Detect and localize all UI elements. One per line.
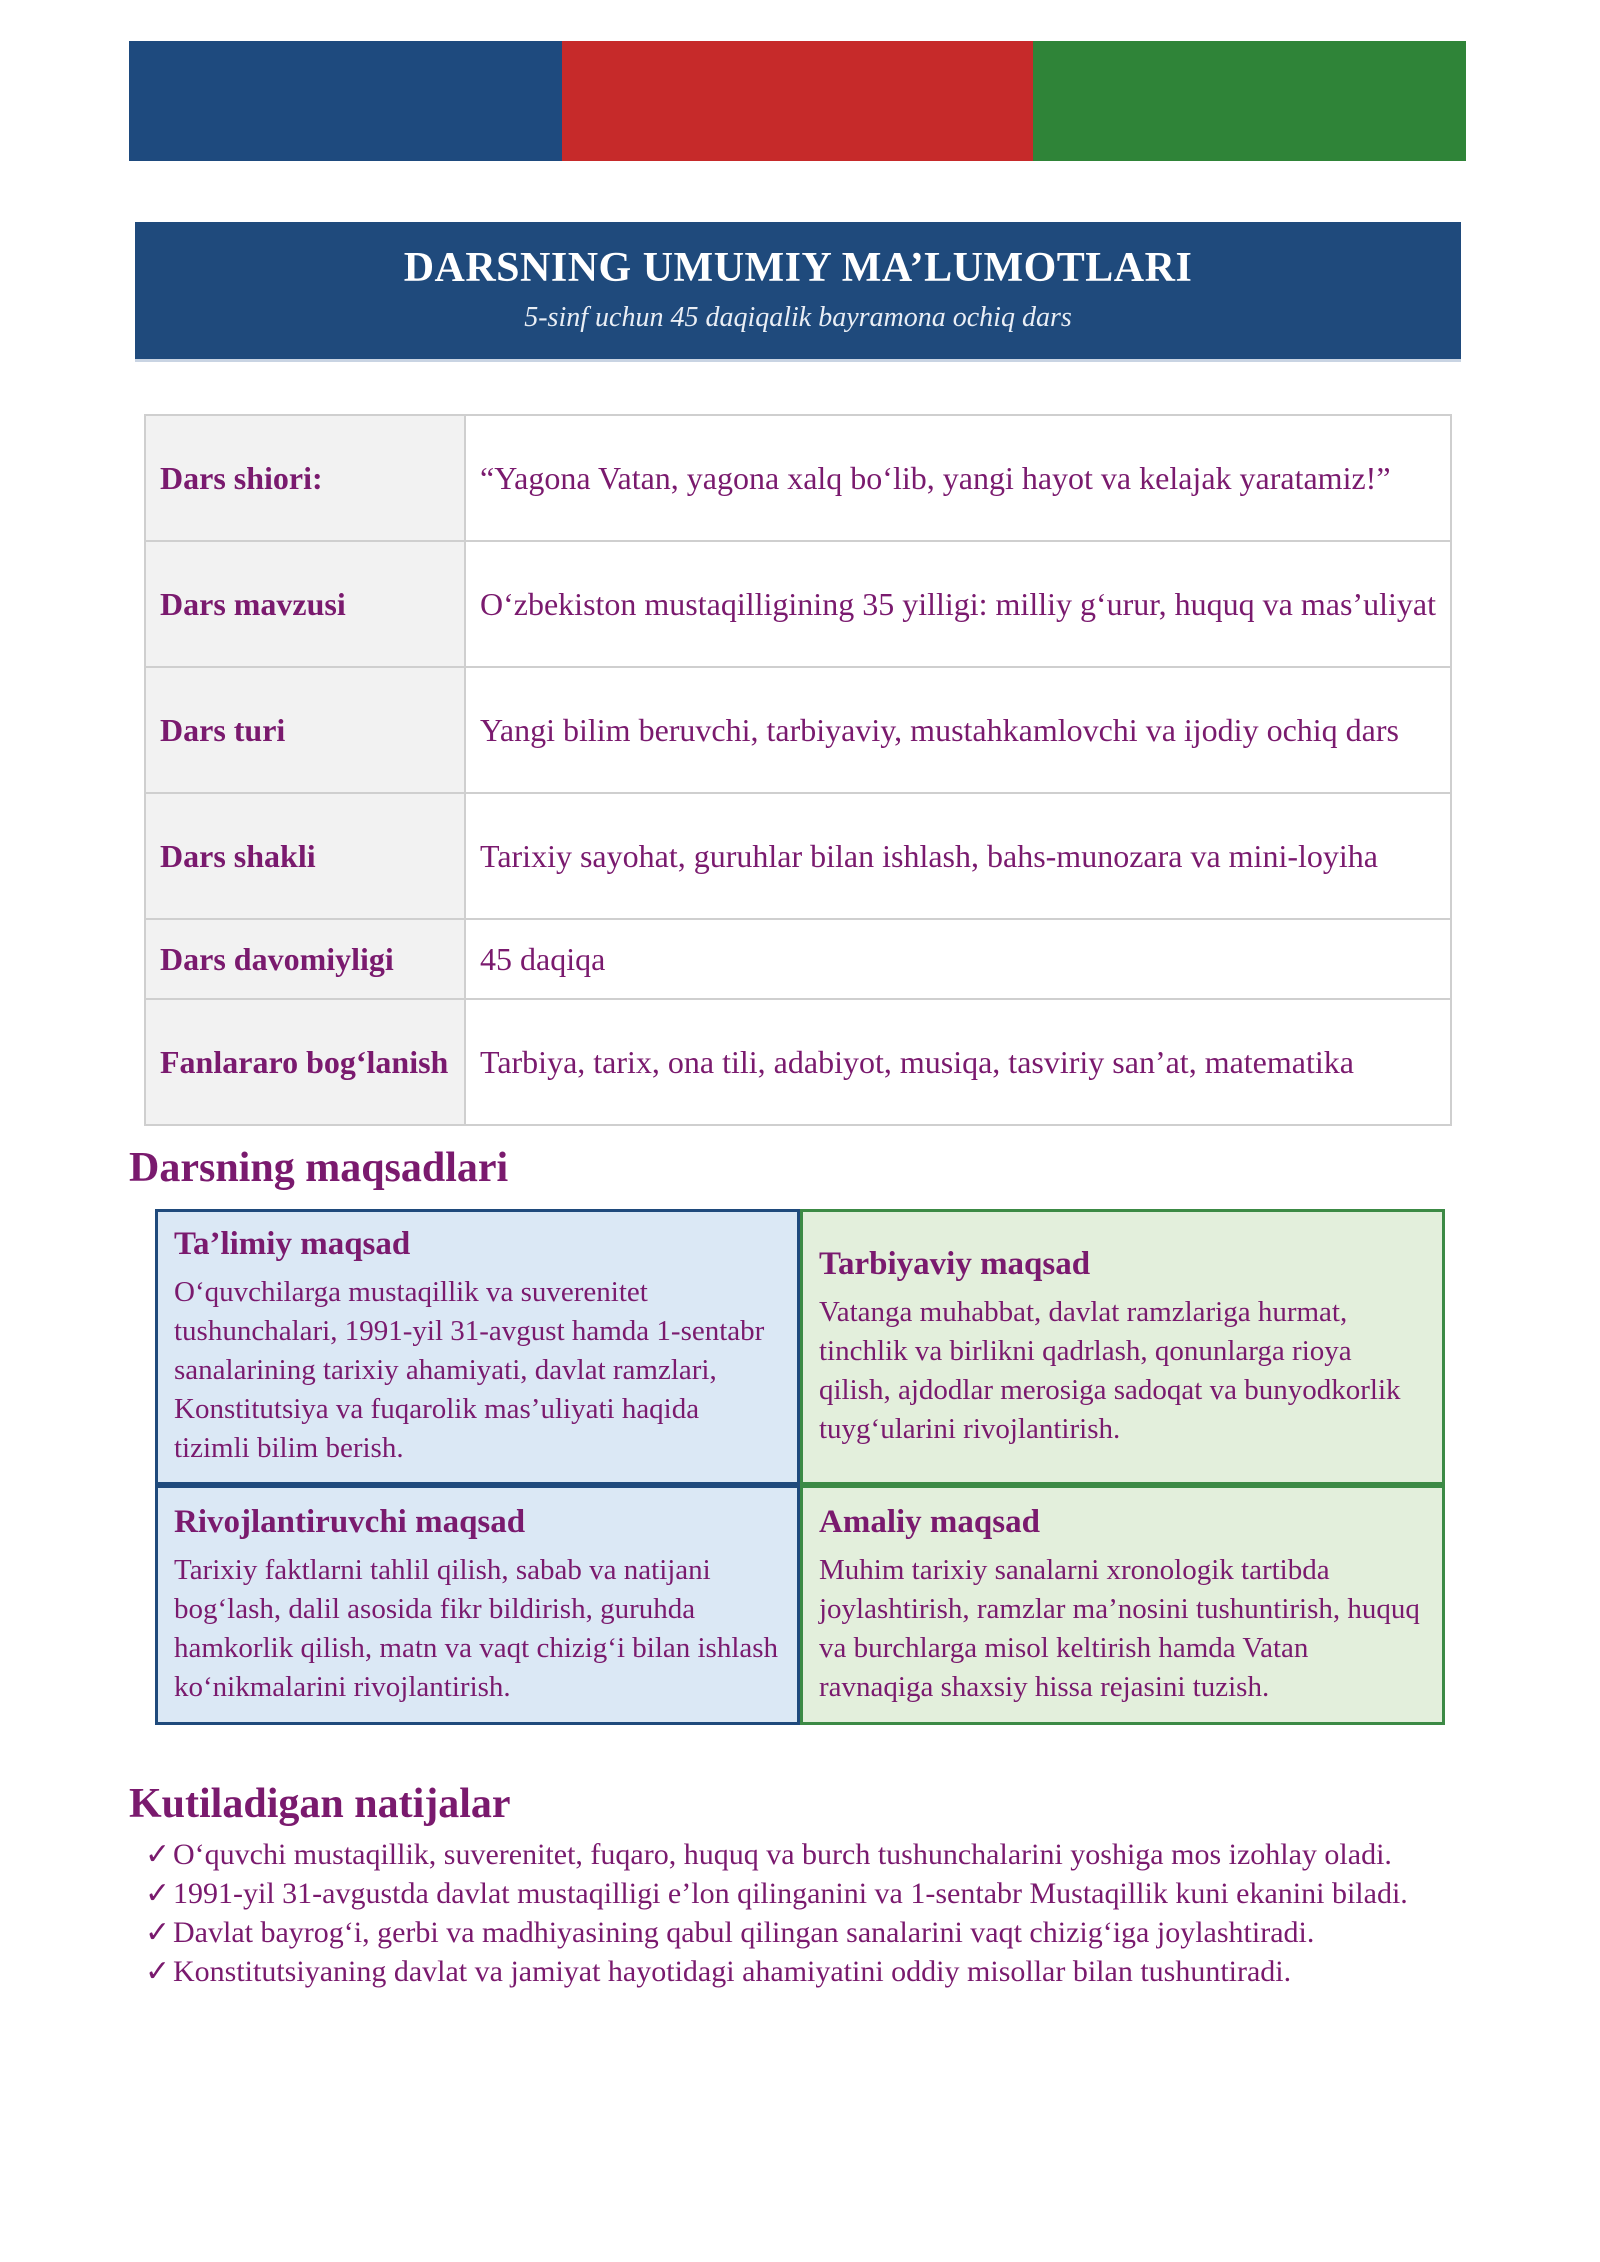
goals-section-title: Darsning maqsadlari	[129, 1145, 509, 1191]
row-value: 45 daqiqa	[465, 919, 1451, 999]
page-subtitle: 5-sinf uchun 45 daqiqalik bayramona ochiq dars	[524, 302, 1072, 333]
goal-title: Amaliy maqsad	[819, 1503, 1040, 1540]
row-label: Dars shiori:	[145, 415, 465, 541]
flag-stripe-banner	[129, 41, 1466, 161]
table-row	[145, 919, 1451, 999]
results-section-title: Kutiladigan natijalar	[129, 1781, 511, 1827]
table-row	[145, 999, 1451, 1125]
result-text: Konstitutsiyaning davlat va jamiyat hayotidagi ahamiyatini oddiy misollar bilan tushuntiradi.	[173, 1955, 1292, 1988]
flag-green-stripe	[1033, 41, 1466, 161]
result-text: O‘quvchi mustaqillik, suverenitet, fuqaro, huquq va burch tushunchalarini yoshiga mos izohlay oladi.	[173, 1838, 1392, 1871]
goal-card-practical	[800, 1485, 1445, 1725]
goals-grid	[155, 1209, 1445, 1725]
page-title: DARSNING UMUMIY MA’LUMOTLARI	[403, 245, 1193, 291]
results-list	[145, 1836, 1445, 1992]
table-row	[145, 793, 1451, 919]
check-icon: ✓	[145, 1877, 171, 1910]
row-label: Dars davomiyligi	[145, 919, 465, 999]
row-value: Tarbiya, tarix, ona tili, adabiyot, musiqa, tasviriy san’at, matematika	[465, 999, 1451, 1125]
goal-text: O‘quvchilarga mustaqillik va suverenitet tushunchalari, 1991-yil 31-avgust hamda 1-sentabr sanalarining tarixiy ahamiyati, davlat ramzlari, Konstitutsiya va fuqarolik mas’uliyati haqida tizimli bilim berish.	[174, 1276, 765, 1464]
row-label: Dars shakli	[145, 793, 465, 919]
table-row	[145, 667, 1451, 793]
list-item	[145, 1953, 1445, 1990]
goal-title: Rivojlantiruvchi maqsad	[174, 1503, 526, 1540]
row-value: “Yagona Vatan, yagona xalq bo‘lib, yangi hayot va kelajak yaratamiz!”	[465, 415, 1451, 541]
check-icon: ✓	[145, 1838, 171, 1871]
goal-text: Vatanga muhabbat, davlat ramzlariga hurmat, tinchlik va birlikni qadrlash, qonunlarga rioya qilish, ajdodlar merosiga sadoqat va bunyodkorlik tuyg‘ularini rivojlantirish.	[819, 1295, 1401, 1445]
row-label: Dars mavzusi	[145, 541, 465, 667]
lesson-info-table	[144, 414, 1452, 1126]
check-icon: ✓	[145, 1916, 171, 1949]
list-item	[145, 1836, 1445, 1873]
goal-text: Muhim tarixiy sanalarni xronologik tartibda joylashtirish, ramzlar ma’nosini tushuntirish, huquq va burchlarga misol keltirish hamda Vatan ravnaqiga shaxsiy hissa rejasini tuzish.	[819, 1553, 1420, 1703]
goal-card-developmental	[155, 1485, 800, 1725]
flag-red-stripe	[562, 41, 1033, 161]
result-text: 1991-yil 31-avgustda davlat mustaqilligi e’lon qilinganini va 1-sentabr Mustaqillik kuni ekanini biladi.	[173, 1877, 1408, 1910]
goal-card-educational	[155, 1209, 800, 1485]
list-item	[145, 1875, 1445, 1912]
goal-card-upbringing	[800, 1209, 1445, 1485]
table-row	[145, 415, 1451, 541]
flag-blue-stripe	[129, 41, 562, 161]
check-icon: ✓	[145, 1955, 171, 1988]
list-item	[145, 1914, 1445, 1951]
row-label: Fanlararo bog‘lanish	[145, 999, 465, 1125]
table-row	[145, 541, 1451, 667]
row-value: O‘zbekiston mustaqilligining 35 yilligi: milliy g‘urur, huquq va mas’uliyat	[465, 541, 1451, 667]
row-value: Tarixiy sayohat, guruhlar bilan ishlash, bahs-munozara va mini-loyiha	[465, 793, 1451, 919]
goal-title: Ta’limiy maqsad	[174, 1226, 411, 1262]
row-value: Yangi bilim beruvchi, tarbiyaviy, mustahkamlovchi va ijodiy ochiq dars	[465, 667, 1451, 793]
goal-text: Tarixiy faktlarni tahlil qilish, sabab va natijani bog‘lash, dalil asosida fikr bildirish, guruhda hamkorlik qilish, matn va vaqt chizig‘i bilan ishlash ko‘nikmalarini rivojlantirish.	[174, 1553, 779, 1703]
result-text: Davlat bayrog‘i, gerbi va madhiyasining qabul qilingan sanalarini vaqt chizig‘iga joylashtiradi.	[173, 1916, 1315, 1949]
goal-title: Tarbiyaviy maqsad	[819, 1245, 1091, 1282]
row-label: Dars turi	[145, 667, 465, 793]
header-banner	[135, 222, 1461, 362]
